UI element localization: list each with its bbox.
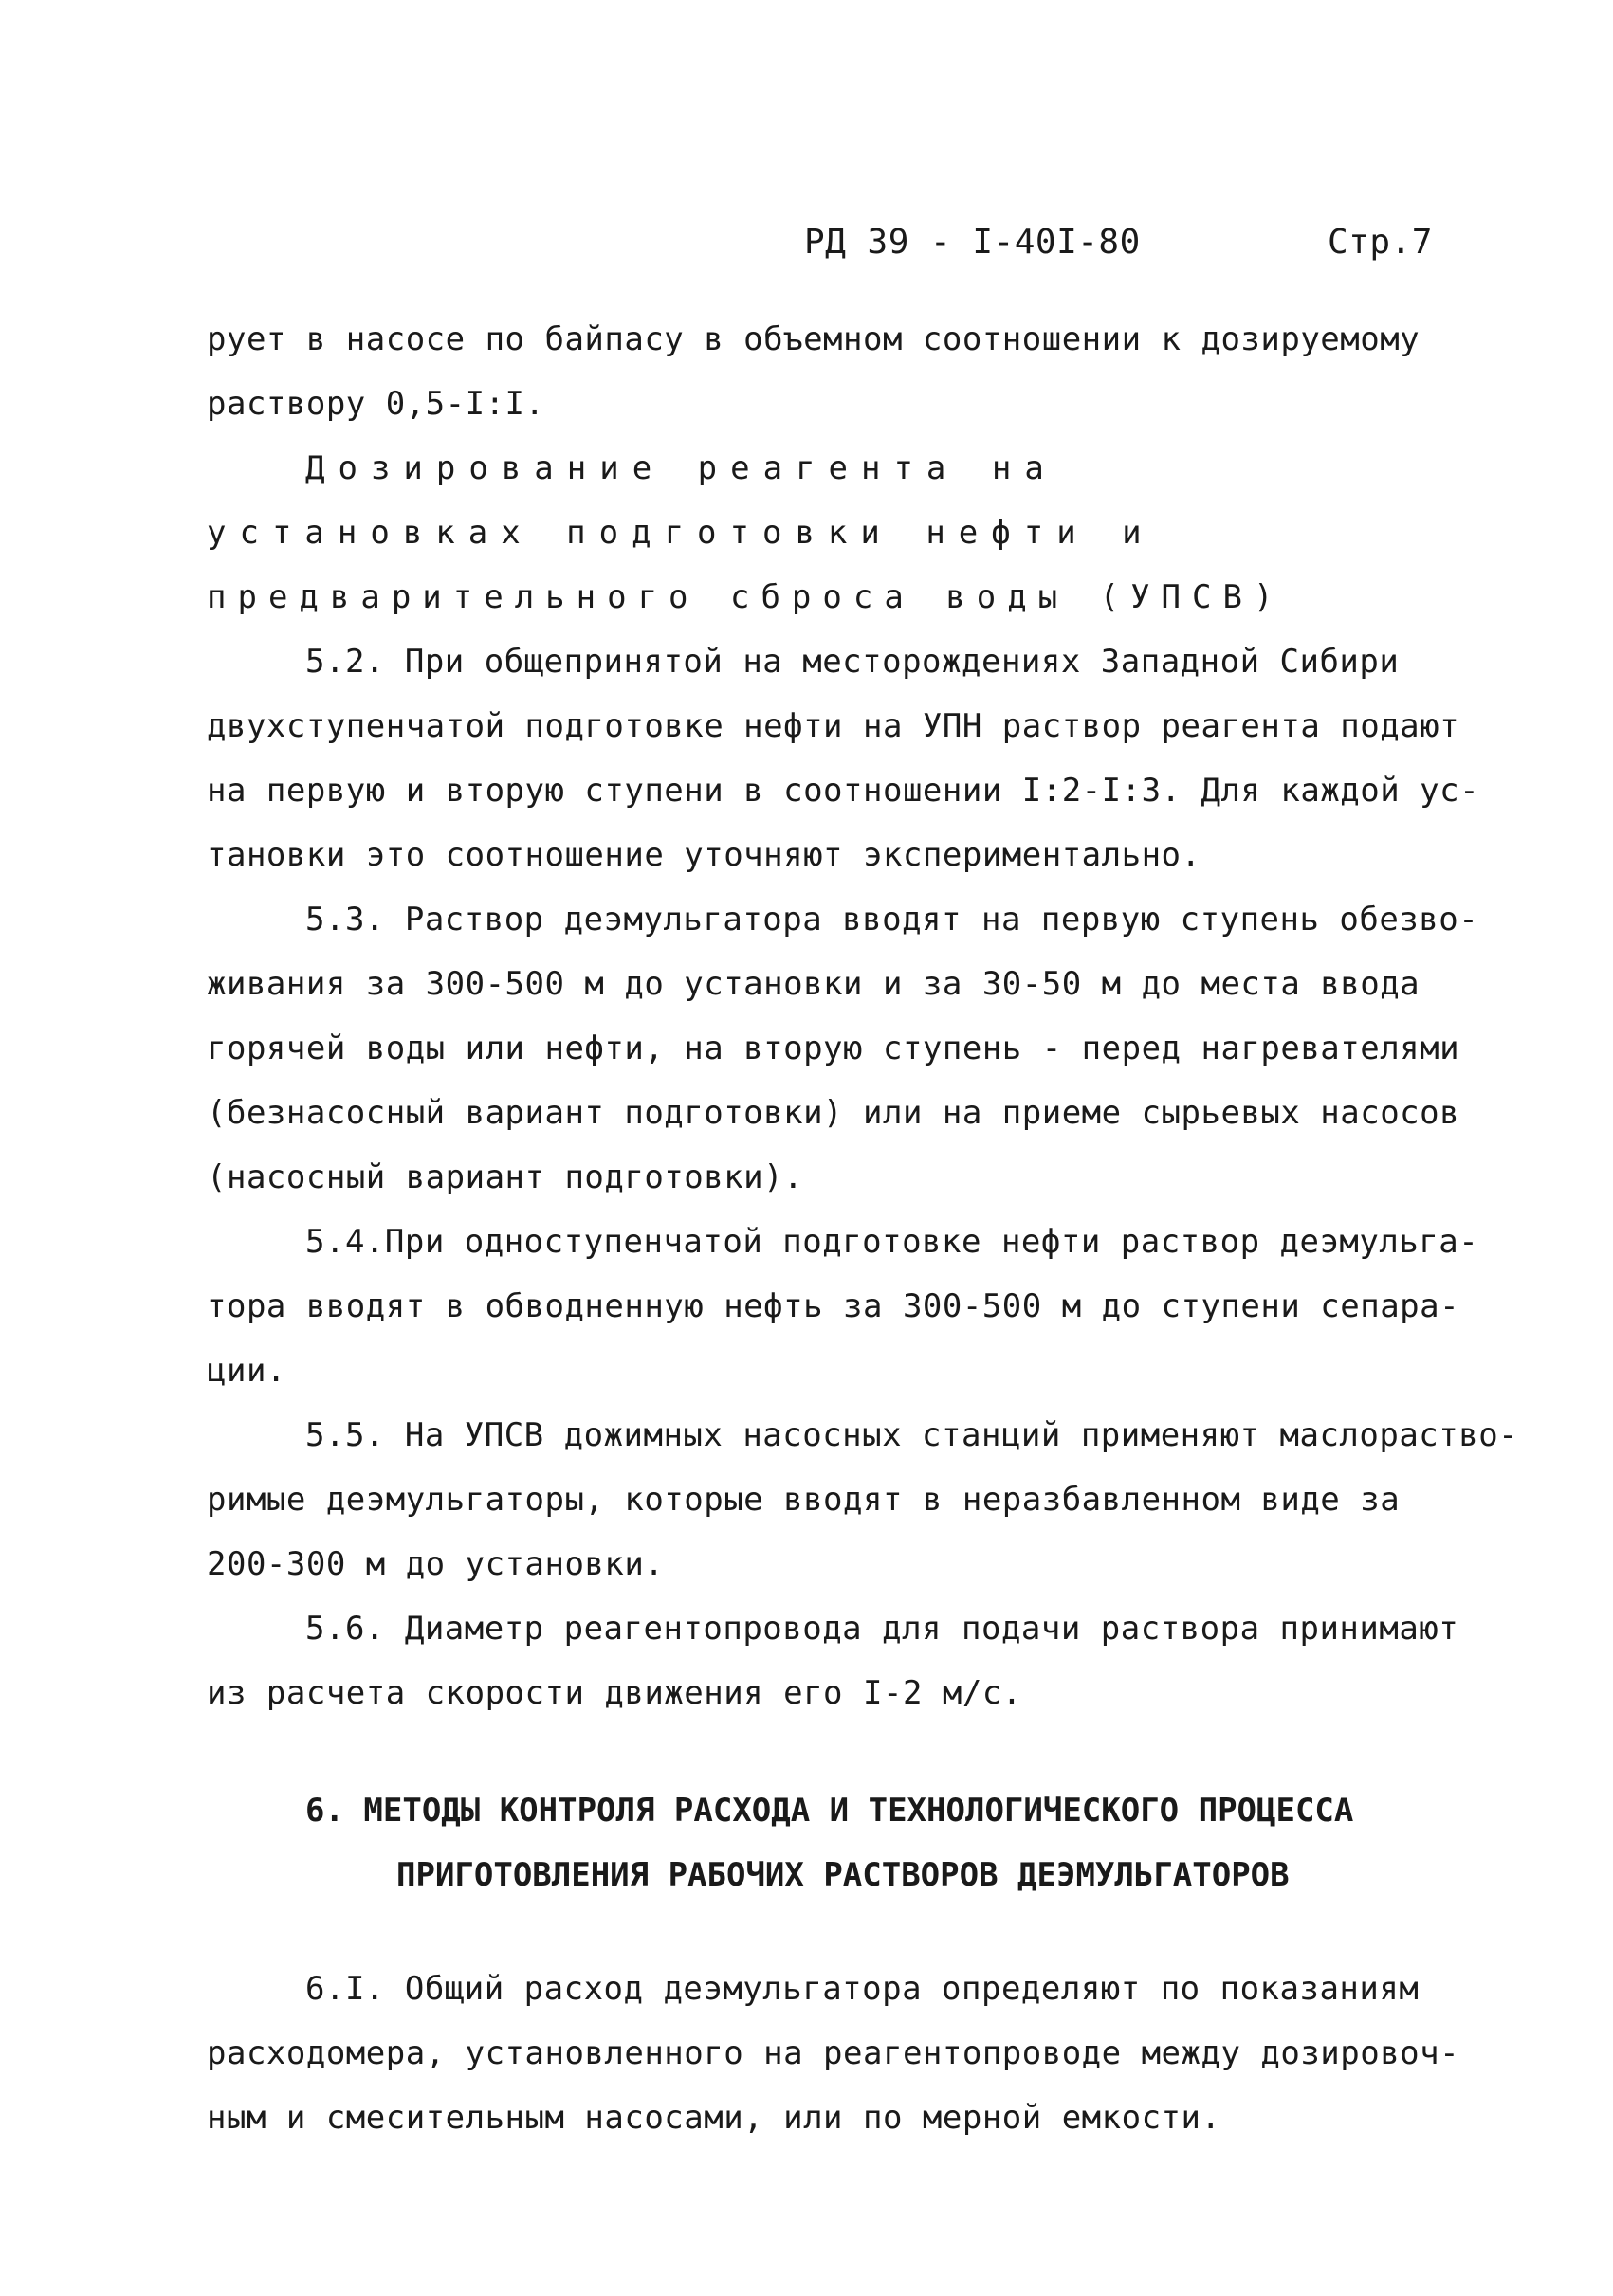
text-line: (безнасосный вариант подготовки) или на приеме сырьевых насосов bbox=[207, 1094, 1460, 1132]
subheading-line: предварительного сброса воды (УПСВ) bbox=[207, 578, 1285, 616]
document-code: РД 39 - I-40I-80 bbox=[804, 223, 1141, 262]
section-heading: ПРИГОТОВЛЕНИЯ РАБОЧИХ РАСТВОРОВ ДЕЭМУЛЬГАТОРОВ bbox=[396, 1856, 1290, 1894]
subheading-line: Дозирование реагента на bbox=[305, 449, 1057, 487]
text-line: 5.3. Раствор деэмульгатора вводят на первую ступень обезво- bbox=[305, 901, 1479, 938]
text-line: ным и смесительным насосами, или по мерной емкости. bbox=[207, 2099, 1221, 2137]
text-line: (насосный вариант подготовки). bbox=[207, 1158, 804, 1196]
text-line: тановки это соотношение уточняют экспериментально. bbox=[207, 836, 1201, 874]
text-line: 200-300 м до установки. bbox=[207, 1545, 665, 1583]
text-line: расходомера, установленного на реагентопроводе между дозировоч- bbox=[207, 2034, 1460, 2072]
text-line: горячей воды или нефти, на вторую ступень - перед нагревателями bbox=[207, 1030, 1460, 1067]
text-line: живания за 300-500 м до установки и за 30-50 м до места ввода bbox=[207, 965, 1421, 1003]
text-line: 5.2. При общепринятой на месторождениях Западной Сибири bbox=[305, 643, 1400, 681]
section-heading: 6. МЕТОДЫ КОНТРОЛЯ РАСХОДА И ТЕХНОЛОГИЧЕСКОГО ПРОЦЕССА bbox=[305, 1792, 1354, 1830]
text-line: из расчета скорости движения его I-2 м/с. bbox=[207, 1674, 1022, 1712]
text-line: ции. bbox=[207, 1352, 286, 1390]
page-number: Стр.7 bbox=[1328, 223, 1433, 262]
text-line: 5.4.При одноступенчатой подготовке нефти раствор деэмульга- bbox=[305, 1223, 1479, 1261]
subheading-line: установках подготовки нефти и bbox=[207, 514, 1155, 552]
text-line: рует в насосе по байпасу в объемном соотношении к дозируемому bbox=[207, 320, 1421, 358]
text-line: 6.I. Общий расход деэмульгатора определяют по показаниям bbox=[305, 1970, 1420, 2008]
text-line: 5.5. На УПСВ дожимных насосных станций применяют маслораство- bbox=[305, 1416, 1519, 1454]
text-line: 5.6. Диаметр реагентопровода для подачи раствора принимают bbox=[305, 1610, 1459, 1648]
text-line: римые деэмульгаторы, которые вводят в неразбавленном виде за bbox=[207, 1481, 1401, 1519]
text-line: тора вводят в обводненную нефть за 300-500 м до ступени сепара- bbox=[207, 1287, 1460, 1325]
text-line: двухступенчатой подготовке нефти на УПН раствор реагента подают bbox=[207, 707, 1460, 745]
text-line: на первую и вторую ступени в соотношении I:2-I:3. Для каждой ус- bbox=[207, 772, 1480, 810]
text-line: раствору 0,5-I:I. bbox=[207, 385, 545, 423]
